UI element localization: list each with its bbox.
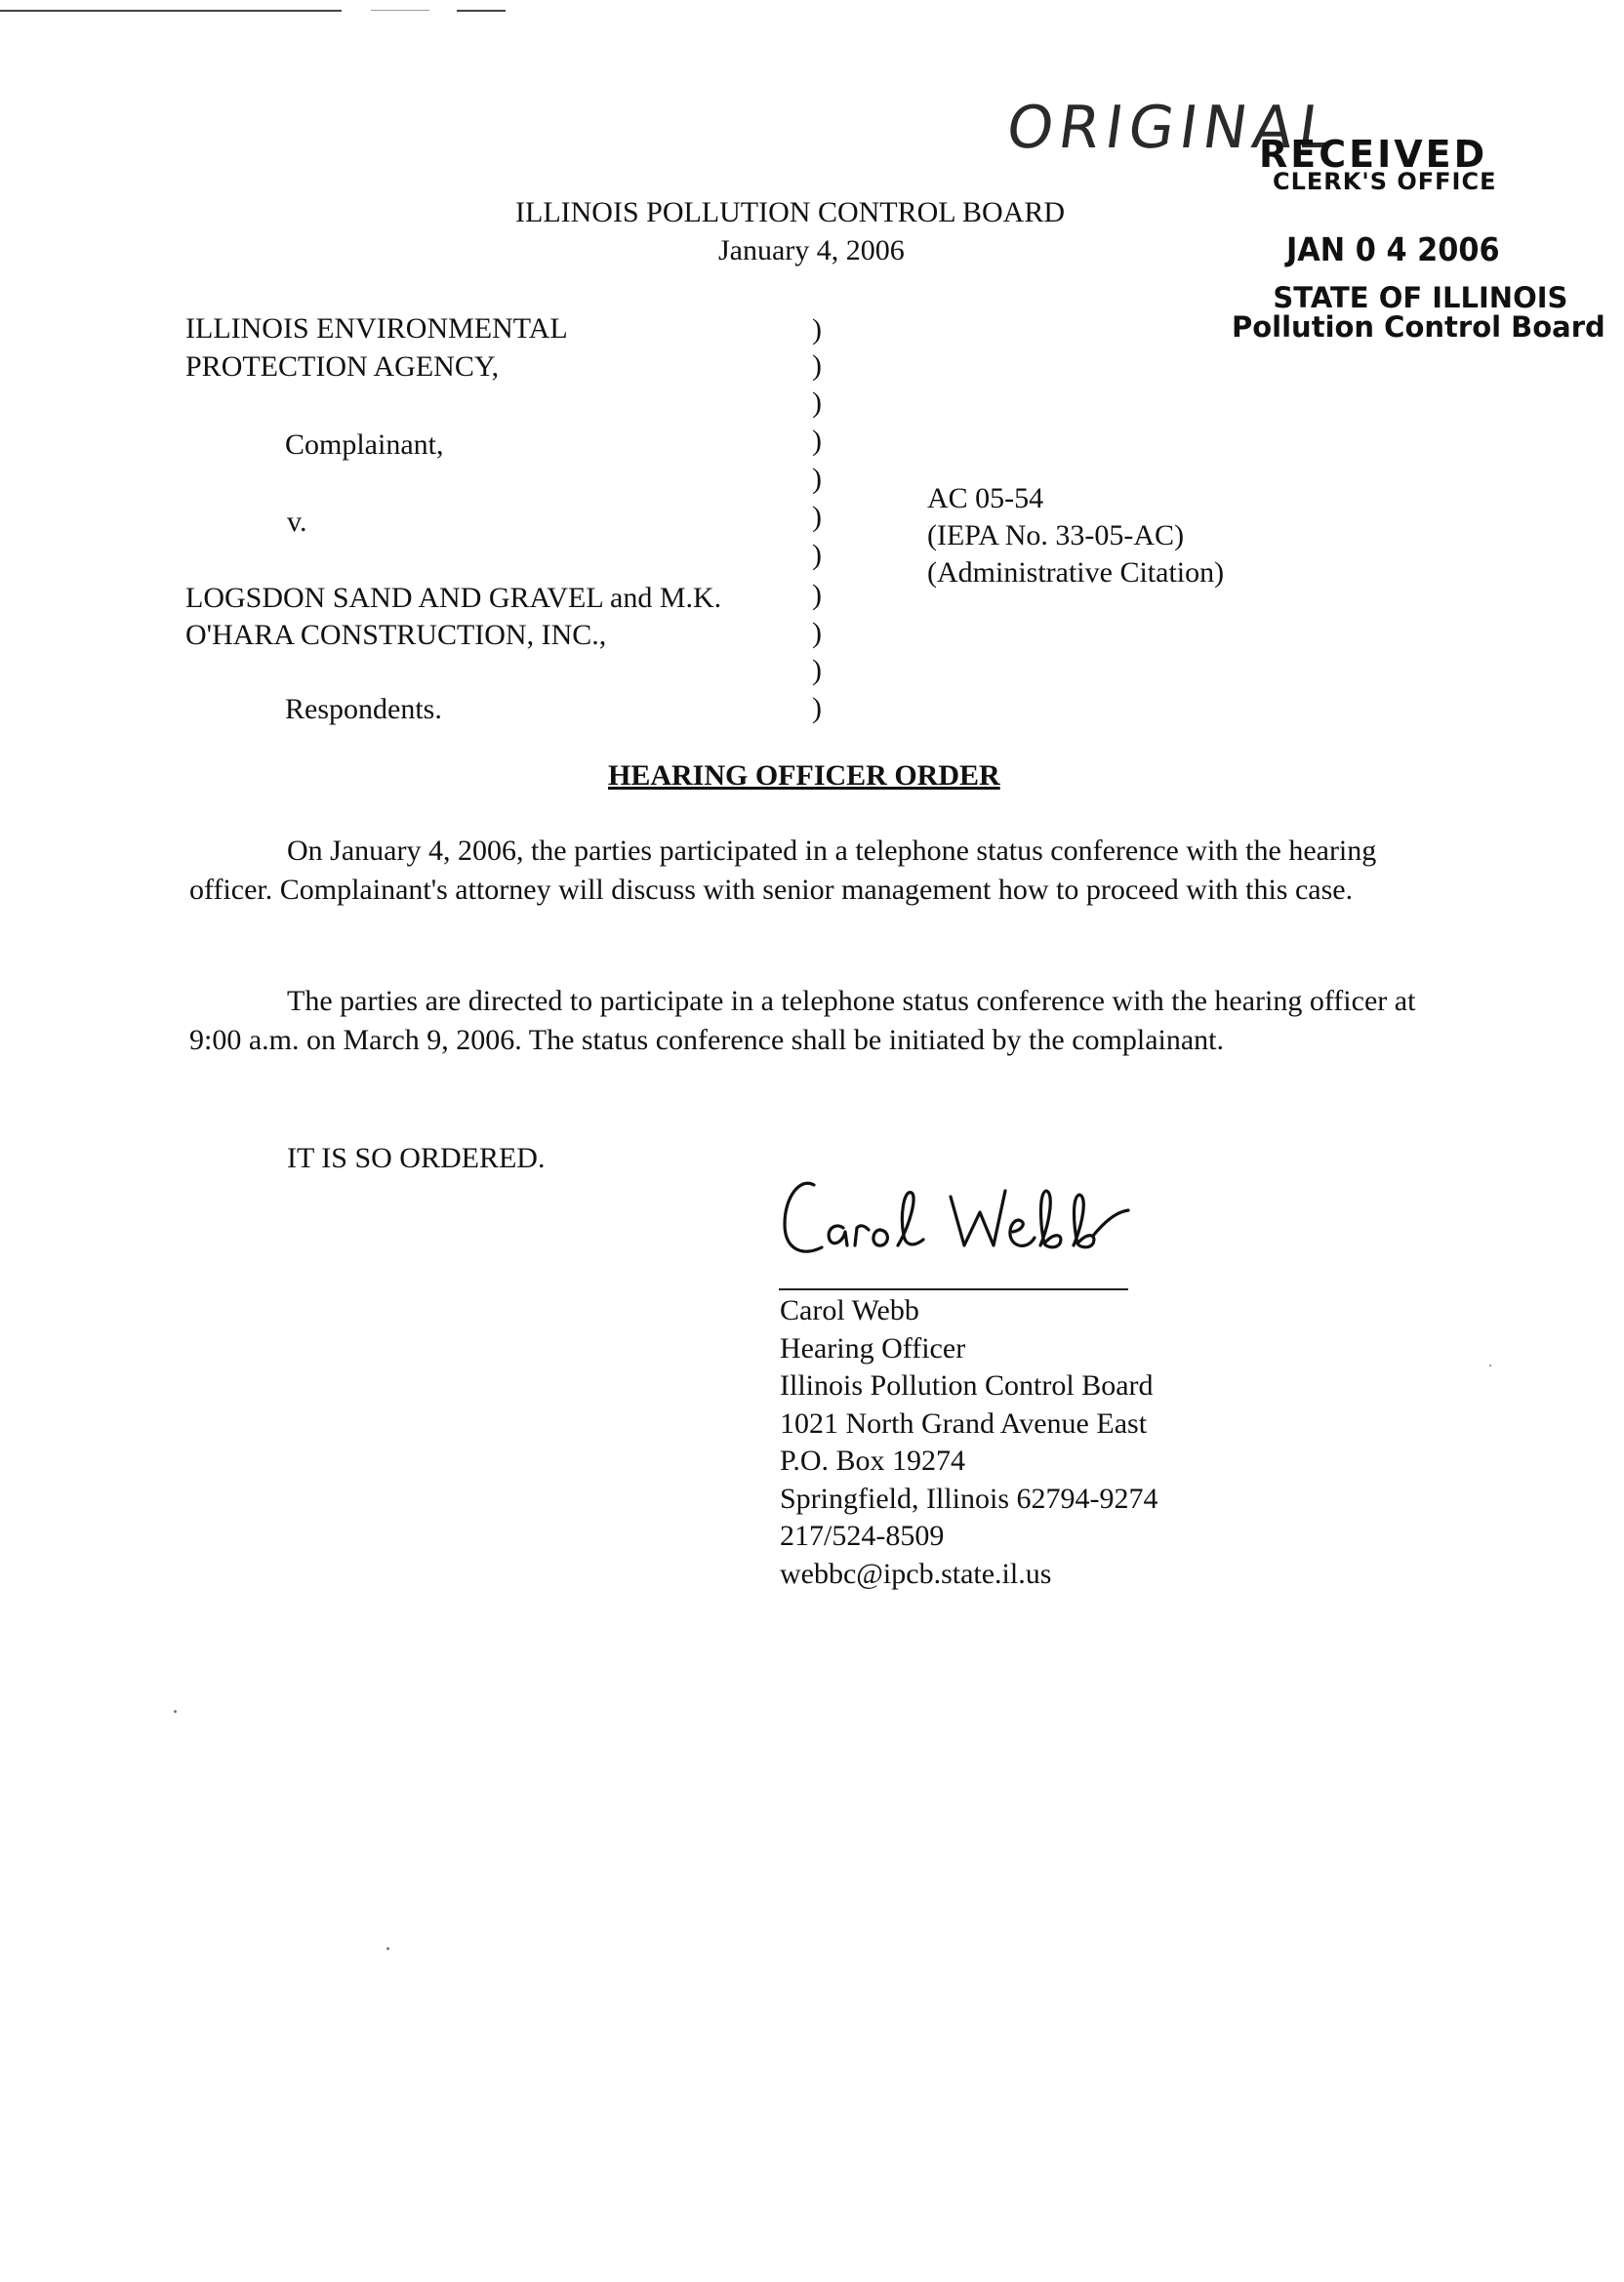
signer-street: 1021 North Grand Avenue East (780, 1406, 1148, 1440)
signer-po-box: P.O. Box 19274 (780, 1445, 966, 1477)
caption-paren: ) (812, 313, 822, 346)
scan-artifact-line (0, 10, 342, 12)
caption-paren: ) (812, 654, 822, 686)
caption-paren: ) (812, 387, 822, 419)
caption-paren: ) (812, 463, 822, 495)
signer-phone: 217/524-8509 (780, 1520, 945, 1552)
state-stamp (1232, 283, 1605, 342)
signature-block (780, 1292, 1157, 1593)
state-stamp-line1: STATE OF ILLINOIS (1273, 281, 1568, 314)
respondent-name-line1: LOGSDON SAND AND GRAVEL and M.K. (185, 582, 722, 614)
case-type: (Administrative Citation) (927, 556, 1225, 589)
scan-artifact-line (371, 10, 429, 11)
caption-paren: ) (812, 539, 822, 571)
caption-paren: ) (812, 579, 822, 611)
order-title: HEARING OFFICER ORDER (608, 759, 1000, 792)
caption-paren: ) (812, 617, 822, 649)
case-info (927, 480, 1224, 591)
signer-city: Springfield, Illinois 62794-9274 (780, 1482, 1158, 1515)
case-number: AC 05-54 (927, 482, 1044, 514)
caption-paren: ) (812, 349, 822, 382)
order-paragraph-1: On January 4, 2006, the parties participated in a telephone status conference with the hearing officer. Complainant's attorney will discuss with senior management how to proceed with this case. (189, 835, 1377, 906)
complainant-name-line2: PROTECTION AGENCY, (185, 350, 500, 383)
complainant-role: Complainant, (285, 428, 444, 461)
signer-email: webbc@ipcb.state.il.us (780, 1557, 1052, 1590)
respondent-name-line2: O'HARA CONSTRUCTION, INC., (185, 619, 607, 651)
caption-paren: ) (812, 692, 822, 724)
signer-title: Hearing Officer (780, 1331, 966, 1365)
complainant-name-line1: ILLINOIS ENVIRONMENTAL (185, 312, 568, 345)
order-closing: IT IS SO ORDERED. (287, 1142, 546, 1174)
received-stamp: RECEIVED (1259, 133, 1488, 176)
order-paragraph-2: The parties are directed to participate in a telephone status conference with the hearing officer at 9:00 a.m. on March 9, 2006. The status conference shall be initiated by the complainant. (189, 985, 1416, 1056)
respondent-role: Respondents. (285, 693, 442, 725)
clerks-office-stamp: CLERK'S OFFICE (1273, 168, 1497, 195)
signer-organization: Illinois Pollution Control Board (780, 1369, 1154, 1402)
signer-name: Carol Webb (780, 1294, 919, 1326)
caption-paren: ) (812, 425, 822, 457)
header-date: January 4, 2006 (718, 234, 905, 266)
versus: v. (287, 506, 307, 538)
received-date-stamp: JAN 0 4 2006 (1286, 230, 1500, 268)
state-stamp-line2: Pollution Control Board (1232, 310, 1605, 344)
scan-speck (386, 1947, 389, 1950)
scan-speck (174, 1710, 177, 1713)
caption-paren: ) (812, 501, 822, 533)
scan-artifact-line (457, 10, 506, 12)
board-title: ILLINOIS POLLUTION CONTROL BOARD (515, 196, 1066, 228)
signature-line (779, 1288, 1128, 1290)
handwritten-signature (771, 1167, 1161, 1275)
iepa-number: (IEPA No. 33-05-AC) (927, 519, 1185, 551)
original-stamp: ORIGINAL (1002, 94, 1343, 162)
scan-speck (1489, 1365, 1491, 1366)
